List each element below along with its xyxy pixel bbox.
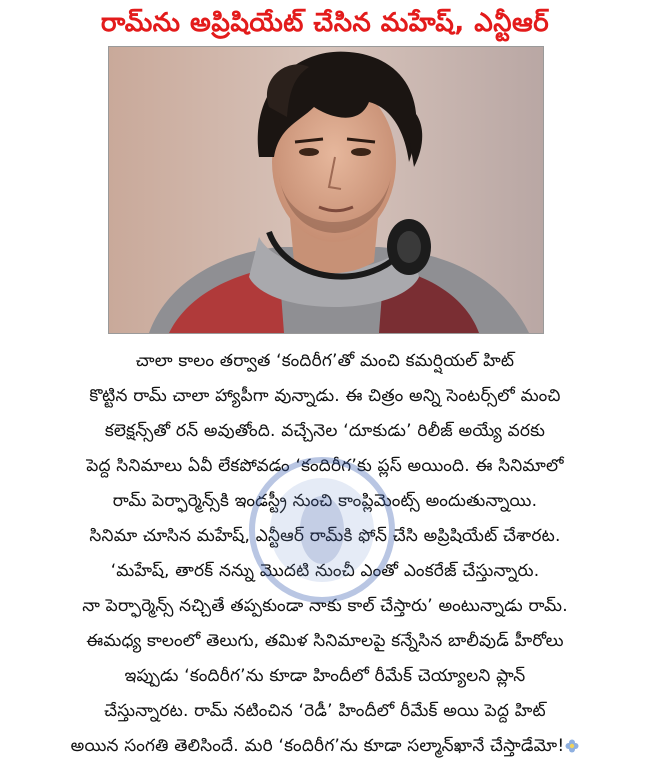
article-line: ఇప్పుడు ‘కందిరీగ’ను కూడా హిందీలో రీమేక్ చెయ్యాలని ప్లాన్ [124,666,526,686]
portrait-illustration [109,47,543,333]
article-line-last-text: అయిన సంగతి తెలిసిందే. మరి ‘కందిరీగ’ను కూడా సల్మాన్‌ఖానే చేస్తాడేమో! [70,736,565,756]
article-line: పెద్ద సినిమాలు ఏవీ లేకపోవడం ‘కందిరీగ’కు ప్లస్ అయింది. ఈ సినిమాలో [86,456,564,476]
article-line: ఈమధ్య కాలంలో తెలుగు, తమిళ సినిమాలపై కన్నేసిన బాలీవుడ్ హీరోలు [86,631,564,651]
article-line: చాలా కాలం తర్వాత ‘కందిరీగ’తో మంచి కమర్షియల్ హిట్ [135,351,515,371]
flower-icon [565,739,579,753]
article-body [0,344,650,764]
article-line: నా పెర్ఫార్మెన్స్ నచ్చితే తప్పకుండా నాకు కాల్ చేస్తారు’ అంటున్నాడు రామ్. [82,596,568,616]
headline: రామ్‌ను అప్రిషియేట్ చేసిన మహేష్, ఎన్టీఆర్ [100,8,550,38]
article-line: రామ్ పెర్ఫార్మెన్స్‌కి ఇండస్ట్రీ నుంచి కాంప్లిమెంట్స్ అందుతున్నాయి. [112,491,538,511]
article-line: కొట్టిన రామ్ చాలా హ్యాపీగా వున్నాడు. ఈ చిత్రం అన్ని సెంటర్స్‌లో మంచి [89,386,561,406]
article-line: కలెక్షన్స్‌తో రన్ అవుతోంది. వచ్చేనెల ‘దూకుడు’ రిలీజ్ అయ్యే వరకు [104,421,546,441]
article-photo [108,46,544,334]
article-line: ‘మహేష్, తారక్ నన్ను మొదటి నుంచీ ఎంతో ఎంకరేజ్ చేస్తున్నారు. [110,561,540,581]
article-line: చేస్తున్నారట. రామ్ నటించిన ‘రెడీ’ హిందీలో రీమేక్ అయి పెద్ద హిట్ [104,701,546,721]
article-line: సినిమా చూసిన మహేష్, ఎన్టీఆర్ రామ్‌కి ఫోన్ చేసి అప్రిషియేట్ చేశారట. [89,526,561,546]
article-line-last [0,729,650,764]
